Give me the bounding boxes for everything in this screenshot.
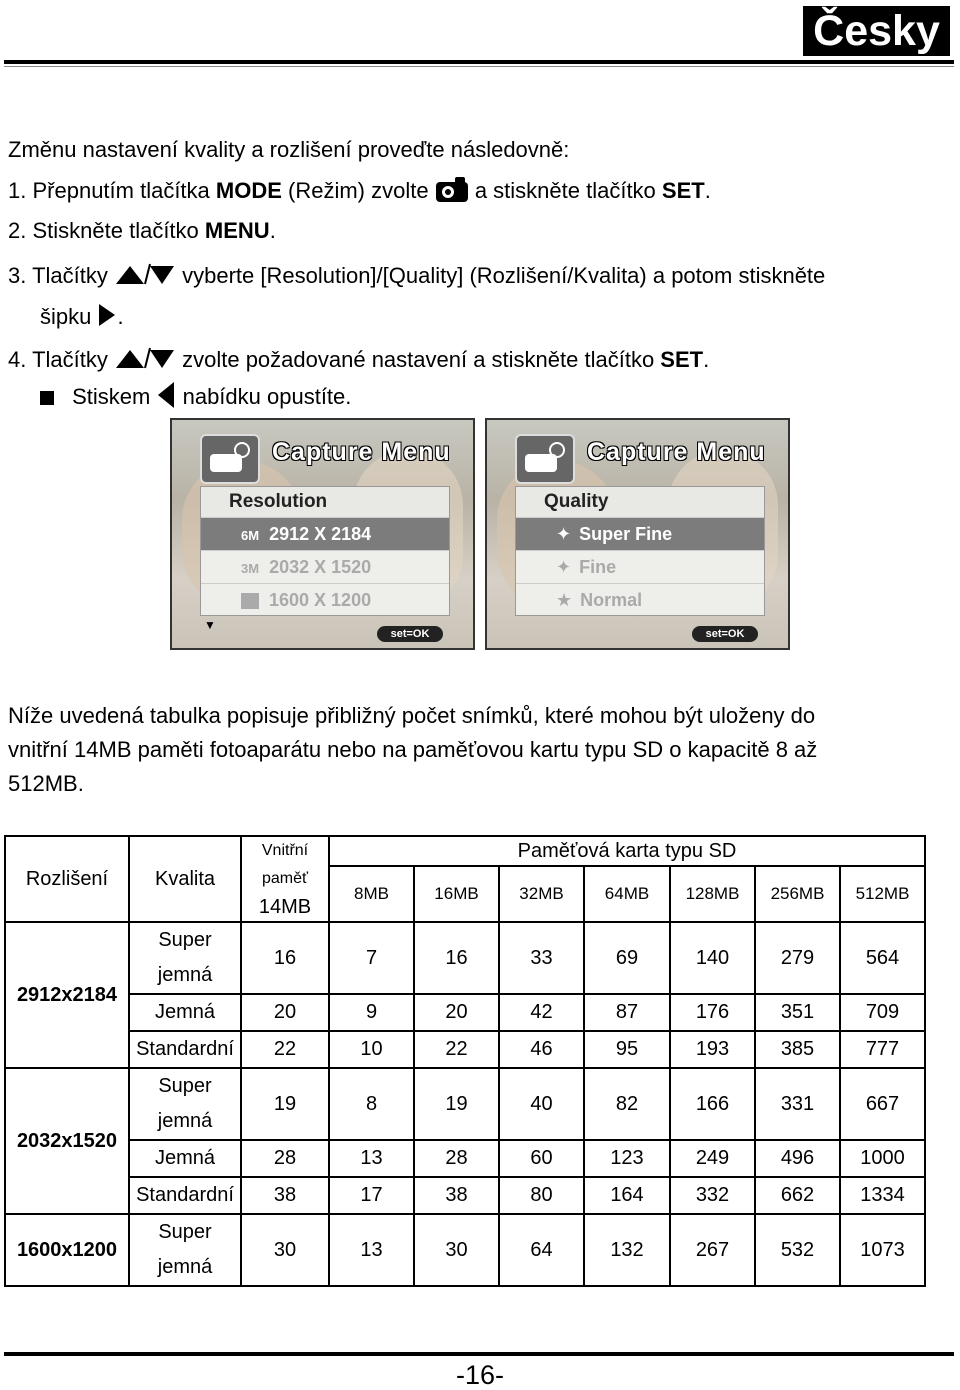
value-cell: 10 <box>329 1031 414 1068</box>
value-cell: 1073 <box>840 1214 925 1286</box>
quality-option[interactable] <box>516 517 764 550</box>
menu-key: MENU <box>204 218 270 243</box>
table-row <box>5 994 925 1031</box>
value-cell: 95 <box>584 1031 670 1068</box>
header-quality: Kvalita <box>129 836 241 922</box>
step-number: 2. <box>8 218 27 243</box>
option-label: Fine <box>579 557 617 577</box>
value-cell: 19 <box>414 1068 499 1140</box>
option-label: Normal <box>580 590 643 610</box>
value-cell: 82 <box>584 1068 670 1140</box>
value-cell: 16 <box>414 922 499 994</box>
panel-heading: Quality <box>516 487 764 517</box>
step-text: a stiskněte tlačítko <box>468 177 662 203</box>
footer-rule <box>4 1352 954 1356</box>
step-text: . <box>269 218 276 243</box>
value-cell: 385 <box>755 1031 840 1068</box>
value-cell: 13 <box>329 1214 414 1286</box>
step-2 <box>8 218 276 244</box>
value-cell: 164 <box>584 1177 670 1214</box>
header-size: 64MB <box>584 866 670 922</box>
value-cell: 176 <box>670 994 755 1031</box>
capture-mode-icon <box>200 434 260 484</box>
header-size: 256MB <box>755 866 840 922</box>
resolution-cell: 1600x1200 <box>5 1214 129 1286</box>
value-cell: 8 <box>329 1068 414 1140</box>
table-intro-line: 512MB. <box>8 771 84 796</box>
quality-line: Super <box>158 1221 212 1243</box>
two-stars-icon: ✦ <box>556 557 572 577</box>
value-cell: 564 <box>840 922 925 994</box>
header-size: 8MB <box>329 866 414 922</box>
table-row <box>5 1068 925 1140</box>
quality-cell <box>129 1214 241 1286</box>
value-cell: 42 <box>499 994 584 1031</box>
option-label: 1600 X 1200 <box>269 590 372 610</box>
quality-line: jemná <box>157 964 213 986</box>
header-internal <box>241 836 329 922</box>
header-rule <box>4 60 954 64</box>
resolution-option[interactable] <box>201 550 449 583</box>
quality-cell <box>129 922 241 994</box>
value-cell: 38 <box>241 1177 329 1214</box>
quality-cell: Standardní <box>129 1031 241 1068</box>
header-resolution: Rozlišení <box>5 836 129 922</box>
step-text: Přepnutím tlačítka <box>32 177 216 203</box>
table-row <box>5 1031 925 1068</box>
resolution-cell: 2032x1520 <box>5 1068 129 1214</box>
set-key: SET <box>660 346 704 372</box>
right-arrow-icon <box>97 302 117 334</box>
value-cell: 16 <box>241 922 329 994</box>
quality-line: jemná <box>157 1256 213 1278</box>
quality-cell: Standardní <box>129 1177 241 1214</box>
step-text: šipku <box>40 303 98 329</box>
value-cell: 30 <box>241 1214 329 1286</box>
panel-heading: Resolution <box>201 487 449 517</box>
value-cell: 80 <box>499 1177 584 1214</box>
step-text: Tlačítky <box>32 346 114 372</box>
option-label: 2912 X 2184 <box>269 524 372 544</box>
3m-icon: 3M <box>241 561 260 576</box>
value-cell: 166 <box>670 1068 755 1140</box>
set-key: SET <box>661 177 705 203</box>
value-cell: 123 <box>584 1140 670 1177</box>
quality-line: jemná <box>157 1110 213 1132</box>
note-text: Stiskem <box>72 383 157 409</box>
value-cell: 22 <box>414 1031 499 1068</box>
capacity-table <box>4 835 926 1287</box>
quality-panel <box>515 486 765 616</box>
6m-icon: 6M <box>241 528 260 543</box>
quality-cell <box>129 1068 241 1140</box>
2m-icon <box>241 593 259 609</box>
step-number: 3. <box>8 262 27 288</box>
step-text: (Režim) zvolte <box>281 177 435 203</box>
header-internal-line: 14MB <box>258 896 312 918</box>
quality-cell: Jemná <box>129 1140 241 1177</box>
value-cell: 331 <box>755 1068 840 1140</box>
header-size: 128MB <box>670 866 755 922</box>
menu-title: Capture Menu <box>587 438 766 466</box>
header-size: 512MB <box>840 866 925 922</box>
mode-key: MODE <box>215 177 282 203</box>
value-cell: 140 <box>670 922 755 994</box>
value-cell: 38 <box>414 1177 499 1214</box>
language-badge: Česky <box>803 6 950 56</box>
value-cell: 279 <box>755 922 840 994</box>
quality-line: Super <box>158 1075 212 1097</box>
option-label: 2032 X 1520 <box>269 557 372 577</box>
table-intro-line: Níže uvedená tabulka popisuje přibližný počet snímků, které mohou být uloženy do <box>8 703 816 728</box>
value-cell: 1334 <box>840 1177 925 1214</box>
header-sd-card: Paměťová karta typu SD <box>329 836 925 866</box>
value-cell: 9 <box>329 994 414 1031</box>
value-cell: 332 <box>670 1177 755 1214</box>
table-row <box>5 1214 925 1286</box>
step-4 <box>8 344 709 378</box>
step-text: Tlačítky <box>32 262 114 288</box>
value-cell: 22 <box>241 1031 329 1068</box>
value-cell: 709 <box>840 994 925 1031</box>
step-number: 4. <box>8 346 27 372</box>
step-text: vyberte [Resolution]/[Quality] (Rozlišení/Kvalita) a potom stiskněte <box>182 262 826 288</box>
step-number: 1. <box>8 177 27 203</box>
resolution-option[interactable] <box>201 583 449 616</box>
menu-title: Capture Menu <box>272 438 451 466</box>
value-cell: 496 <box>755 1140 840 1177</box>
camera-screen-resolution <box>170 418 475 650</box>
square-bullet-icon <box>40 385 54 411</box>
value-cell: 46 <box>499 1031 584 1068</box>
value-cell: 193 <box>670 1031 755 1068</box>
value-cell: 7 <box>329 922 414 994</box>
up-down-arrows-icon <box>114 344 176 378</box>
quality-option[interactable] <box>516 550 764 583</box>
value-cell: 267 <box>670 1214 755 1286</box>
table-row <box>5 922 925 994</box>
value-cell: 30 <box>414 1214 499 1286</box>
set-ok-hint: set=OK <box>377 626 443 642</box>
value-cell: 17 <box>329 1177 414 1214</box>
up-down-arrows-icon <box>114 260 176 294</box>
resolution-option[interactable] <box>201 517 449 550</box>
step-3-cont <box>40 302 124 334</box>
value-cell: 64 <box>499 1214 584 1286</box>
step-3 <box>8 260 825 294</box>
header-size: 32MB <box>499 866 584 922</box>
page-number: -16- <box>455 1360 504 1390</box>
value-cell: 87 <box>584 994 670 1031</box>
left-arrow-icon <box>156 380 176 416</box>
camera-screen-quality <box>485 418 790 650</box>
header-size: 16MB <box>414 866 499 922</box>
header-rule-thin <box>4 66 954 67</box>
header-internal-line: Vnitřní <box>261 842 309 859</box>
capture-mode-icon <box>515 434 575 484</box>
value-cell: 13 <box>329 1140 414 1177</box>
set-ok-hint: set=OK <box>692 626 758 642</box>
quality-line: Super <box>158 929 212 951</box>
value-cell: 28 <box>241 1140 329 1177</box>
table-intro-line: vnitřní 14MB paměti fotoaparátu nebo na paměťovou kartu typu SD o kapacitě 8 až <box>8 737 818 762</box>
camera-icon <box>435 175 469 209</box>
intro-text: Změnu nastavení kvality a rozlišení proveďte následovně: <box>8 137 570 162</box>
quality-cell: Jemná <box>129 994 241 1031</box>
three-stars-icon: ✦ <box>556 524 572 544</box>
value-cell: 532 <box>755 1214 840 1286</box>
table-row <box>5 1140 925 1177</box>
scroll-down-icon: ▼ <box>204 618 216 632</box>
step-text: . <box>117 303 124 329</box>
value-cell: 132 <box>584 1214 670 1286</box>
note <box>40 380 351 416</box>
resolution-panel <box>200 486 450 616</box>
value-cell: 777 <box>840 1031 925 1068</box>
option-label: Super Fine <box>579 524 673 544</box>
value-cell: 662 <box>755 1177 840 1214</box>
value-cell: 28 <box>414 1140 499 1177</box>
value-cell: 60 <box>499 1140 584 1177</box>
resolution-cell: 2912x2184 <box>5 922 129 1068</box>
step-text: zvolte požadované nastavení a stiskněte tlačítko <box>182 346 661 372</box>
value-cell: 667 <box>840 1068 925 1140</box>
value-cell: 249 <box>670 1140 755 1177</box>
value-cell: 20 <box>414 994 499 1031</box>
step-text: . <box>703 346 710 372</box>
header-internal-line: paměť <box>261 870 309 887</box>
value-cell: 351 <box>755 994 840 1031</box>
note-text: nabídku opustíte. <box>176 383 352 409</box>
value-cell: 19 <box>241 1068 329 1140</box>
value-cell: 20 <box>241 994 329 1031</box>
step-1 <box>8 175 711 209</box>
value-cell: 40 <box>499 1068 584 1140</box>
table-row <box>5 1177 925 1214</box>
value-cell: 69 <box>584 922 670 994</box>
value-cell: 33 <box>499 922 584 994</box>
step-text: . <box>704 177 711 203</box>
one-star-icon: ★ <box>556 590 573 610</box>
value-cell: 1000 <box>840 1140 925 1177</box>
quality-option[interactable] <box>516 583 764 616</box>
step-text: Stiskněte tlačítko <box>32 218 205 243</box>
